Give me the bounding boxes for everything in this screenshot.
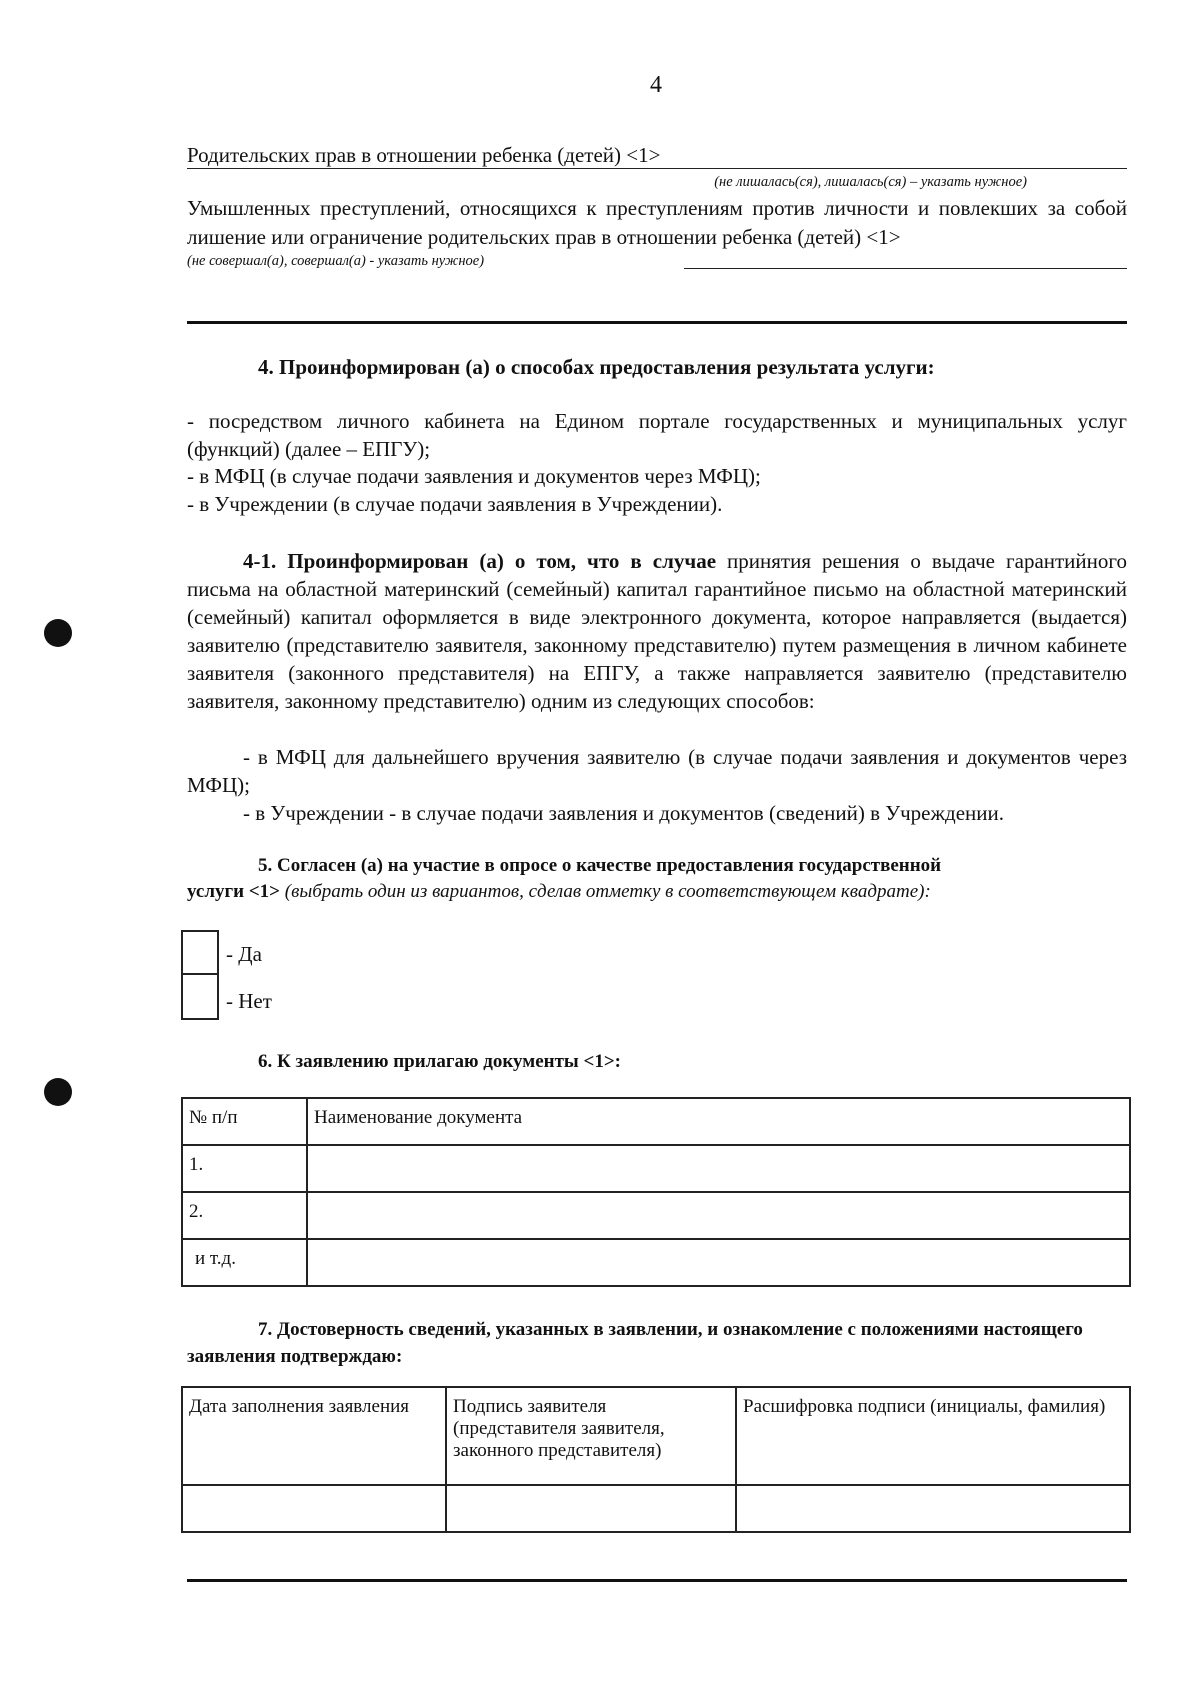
table-row — [182, 1239, 1130, 1286]
table-row — [182, 1192, 1130, 1239]
section4-1-paragraph — [187, 547, 1127, 715]
section4-item: - в Учреждении (в случае подачи заявления в Учреждении). — [187, 491, 723, 516]
section7-heading: 7. Достоверность сведений, указанных в заявлении, и ознакомление с положениями настоящего заявления подтверждаю: — [187, 1319, 1083, 1367]
section4-item: - в МФЦ (в случае подачи заявления и документов через МФЦ); — [187, 464, 761, 488]
crimes-answer-line — [684, 268, 1127, 269]
rights-note: (не лишалась(ся), лишалась(ся) – указать нужное) — [714, 174, 1027, 190]
section4-1-lead: 4-1. Проинформирован (а) о том, что в случае — [243, 549, 717, 573]
punch-hole — [44, 619, 72, 647]
column-header: Наименование документа — [307, 1098, 1130, 1145]
table-row — [182, 1145, 1130, 1192]
section6-heading: 6. К заявлению прилагаю документы <1>: — [258, 1051, 621, 1072]
section5-heading-line2 — [187, 881, 1127, 903]
crimes-paragraph: Умышленных преступлений, относящихся к преступлениям против личности и повлекших за собой лишение или ограничение родительских прав в отношении ребенка (детей) <1> — [187, 196, 1127, 249]
column-header: Дата заполнения заявления — [182, 1387, 446, 1485]
section4-1-item: - в МФЦ для дальнейшего вручения заявителю (в случае подачи заявления и документов через МФЦ); — [187, 745, 1127, 797]
table-cell: 2. — [182, 1192, 307, 1239]
date-cell[interactable] — [182, 1485, 446, 1532]
rights-line — [187, 142, 1127, 169]
signature-cell[interactable] — [446, 1485, 736, 1532]
signature-decoding-cell[interactable] — [736, 1485, 1130, 1532]
page-number: 4 — [650, 72, 662, 98]
option-yes-label: - Да — [226, 942, 262, 966]
table-row — [182, 1485, 1130, 1532]
section4-1-item: - в Учреждении - в случае подачи заявления и документов (сведений) в Учреждении. — [243, 801, 1004, 825]
rights-line-text: Родительских прав в отношении ребенка (детей) <1> — [187, 143, 661, 167]
confirmation-table — [181, 1386, 1131, 1533]
table-cell[interactable] — [307, 1239, 1130, 1286]
separator-top — [187, 321, 1127, 324]
column-header: Расшифровка подписи (инициалы, фамилия) — [736, 1387, 1130, 1485]
documents-table — [181, 1097, 1131, 1287]
column-header: Подпись заявителя (представителя заявителя, законного представителя) — [446, 1387, 736, 1485]
section5-heading-line1: 5. Согласен (а) на участие в опросе о качестве предоставления государственной — [258, 855, 942, 876]
section4-heading: 4. Проинформирован (а) о способах предоставления результата услуги: — [258, 355, 935, 379]
column-header: № п/п — [182, 1098, 307, 1145]
table-cell[interactable] — [307, 1192, 1130, 1239]
section5-heading-bold: услуги <1> — [187, 881, 280, 902]
section4-1-text: принятия решения о выдаче гарантийного письма на областной материнский (семейный) капитал гарантийное письмо на областной материнский (семейный) капитал оформляется в виде электронного документа, которое направляется (выдается) заявителю (представителю заявителя, законному представителю) путем размещения в личном кабинете заявителя (законного представителя) на ЕПГУ, а также направляется заявителю (представителю заявителя, законному представителю) одним из следующих способов: — [187, 549, 1127, 713]
section5-heading-italic: (выбрать один из вариантов, сделав отметку в соответствующем квадрате): — [280, 881, 931, 902]
option-no-label: - Нет — [226, 989, 272, 1013]
crimes-note: (не совершал(а), совершал(а) - указать нужное) — [187, 253, 485, 269]
separator-bottom — [187, 1579, 1127, 1582]
table-cell[interactable] — [307, 1145, 1130, 1192]
punch-hole — [44, 1078, 72, 1106]
table-cell: и т.д. — [182, 1239, 307, 1286]
section4-1-list — [187, 743, 1127, 827]
table-header-row — [182, 1098, 1130, 1145]
checkbox-no[interactable] — [181, 975, 219, 1020]
table-cell: 1. — [182, 1145, 307, 1192]
section4-list — [187, 408, 1127, 518]
section4-item: - посредством личного кабинета на Едином портале государственных и муниципальных услуг (функций) (далее – ЕПГУ); — [187, 409, 1127, 461]
checkbox-yes[interactable] — [181, 930, 219, 975]
table-header-row — [182, 1387, 1130, 1485]
